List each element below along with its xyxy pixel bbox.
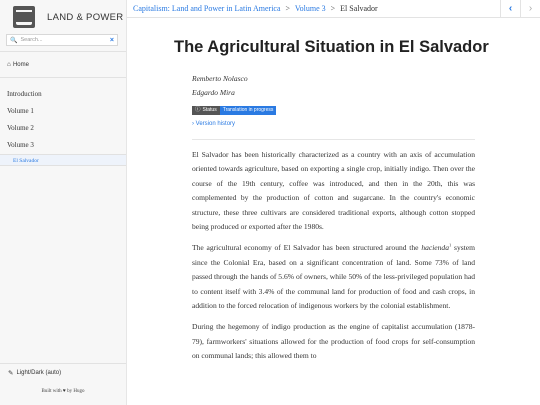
chevron-right-icon: ›	[192, 121, 194, 127]
footnote-ref[interactable]: 1	[448, 242, 452, 248]
sidebar-item-introduction[interactable]: Introduction	[7, 90, 42, 98]
divider	[192, 139, 475, 140]
search-icon: 🔍	[10, 37, 18, 44]
breadcrumb-separator: >	[285, 4, 291, 13]
theme-toggle[interactable]	[0, 363, 126, 381]
sidebar	[0, 0, 127, 405]
built-with-prefix: Built with	[41, 389, 62, 394]
status-badge-value: Translation in progress	[220, 106, 277, 115]
built-with	[0, 381, 126, 405]
divider	[0, 77, 126, 78]
clear-search-icon[interactable]: ×	[109, 36, 114, 44]
sidebar-item-volume-3[interactable]: Volume 3	[7, 141, 34, 149]
authors	[192, 72, 475, 100]
brush-icon: ✎	[8, 369, 14, 377]
book-icon	[13, 6, 35, 28]
home-link[interactable]	[0, 57, 126, 72]
built-with-suffix[interactable]: by Hugo	[67, 389, 85, 394]
breadcrumb	[127, 4, 500, 13]
paragraph-text: system since the Colonial Era, based on a significant concentration of land. Some 73% of land passed through the hands of 5.6% of owners, while 50% of the less-privileged population had to content itself with 3.4% of the communal land for production of food and cash crops, in addition to the forced relocation of indigenous workers by the colonial establishment.	[192, 243, 475, 311]
divider	[0, 51, 126, 52]
previous-page-button[interactable]: ‹	[500, 0, 520, 18]
status-badge-key	[192, 106, 220, 115]
home-icon: ⌂	[7, 61, 11, 68]
brand-title: LAND & POWER	[47, 11, 124, 23]
heart-icon: ♥	[62, 389, 66, 394]
search-input[interactable]	[6, 34, 118, 46]
sidebar-nav	[0, 86, 126, 166]
breadcrumb-current: El Salvador	[340, 4, 378, 13]
status-key-label: Status	[202, 107, 217, 113]
sidebar-item-volume-2[interactable]: Volume 2	[7, 124, 34, 132]
paragraph	[192, 241, 475, 313]
version-history-toggle[interactable]	[192, 121, 475, 127]
breadcrumb-root[interactable]: Capitalism: Land and Power in Latin America	[133, 4, 281, 13]
sidebar-item-volume-1[interactable]: Volume 1	[7, 107, 34, 115]
info-icon: ⓘ	[195, 107, 201, 113]
breadcrumb-separator: >	[330, 4, 336, 13]
sidebar-footer	[0, 363, 126, 405]
theme-toggle-label: Light/Dark (auto)	[16, 369, 62, 376]
brand[interactable]	[0, 0, 126, 34]
emphasized-term: hacienda	[421, 243, 449, 253]
search-placeholder: Search...	[20, 37, 43, 43]
sidebar-subitem-el-salvador[interactable]: El Salvador	[0, 154, 126, 166]
next-page-button[interactable]: ›	[520, 0, 540, 18]
article	[174, 18, 489, 364]
home-label: Home	[12, 61, 29, 68]
breadcrumb-volume[interactable]: Volume 3	[294, 4, 326, 13]
page-title: The Agricultural Situation in El Salvador	[174, 38, 489, 56]
status-badge	[192, 106, 475, 115]
author: Edgardo Mira	[192, 88, 235, 97]
pager	[500, 0, 540, 18]
top-bar	[127, 0, 540, 18]
paragraph: El Salvador has been historically characterized as a country with an axis of accumulation oriented towards agriculture, based on exporting a single crop, initially indigo. Then over the course of the 19th century, coffee was introduced, and then in the 20th, this was complemented by the production of cotton and sugarcane. In the country's economic structure, these three cultivars are considered traditional exports, although cotton stopped being produced or exported after the 1980s.	[192, 150, 475, 232]
author: Remberto Nolasco	[192, 74, 248, 83]
paragraph-text: The agricultural economy of El Salvador has been structured around the	[192, 243, 422, 253]
paragraph: During the hegemony of indigo production as the engine of capitalist accumulation (1878-79), farmworkers' situations allowed for the production of food crops for self-consumption on communal lands; this allowed them to	[192, 322, 475, 361]
version-history-label: Version history	[195, 121, 236, 127]
